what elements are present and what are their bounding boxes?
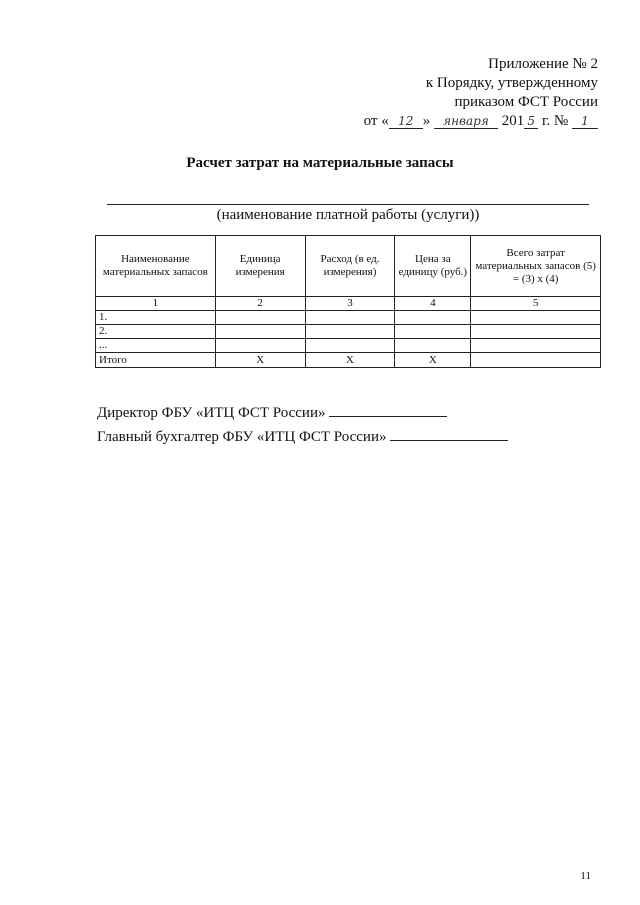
col-number: 2 (215, 297, 305, 311)
col-number: 4 (395, 297, 471, 311)
total-mark: Х (395, 353, 471, 368)
table-cell (215, 311, 305, 325)
header-consumption: Расход (в ед. измерения) (305, 236, 395, 297)
director-signature-line (97, 402, 447, 422)
table-cell (395, 325, 471, 339)
table-row (96, 325, 601, 339)
total-mark: Х (215, 353, 305, 368)
signature-blank (390, 426, 508, 441)
row-label: ... (96, 339, 216, 353)
date-quote-close: » (422, 113, 431, 129)
table-row (96, 311, 601, 325)
table-cell (305, 325, 395, 339)
handwritten-number: 1 (572, 114, 598, 129)
row-label: 1. (96, 311, 216, 325)
annex-line-decree: приказом ФСТ России (454, 94, 598, 110)
column-number-row (96, 297, 601, 311)
signature-blank (329, 402, 447, 417)
annex-header (364, 55, 598, 131)
page-number: 11 (580, 870, 591, 882)
header-total-cost: Всего затрат материальных запасов (5) = (3) х (4) (471, 236, 601, 297)
total-row (96, 353, 601, 368)
handwritten-year-digit: 5 (524, 114, 538, 129)
director-label: Директор ФБУ «ИТЦ ФСТ России» (97, 405, 326, 421)
total-label: Итого (96, 353, 216, 368)
table-cell (215, 339, 305, 353)
work-name-blank-line (107, 204, 589, 205)
table-row (96, 339, 601, 353)
cost-table (95, 235, 601, 368)
table-cell (471, 311, 601, 325)
annex-date-line (364, 112, 598, 131)
header-materials: Наименование материальных запасов (96, 236, 216, 297)
accountant-label: Главный бухгалтер ФБУ «ИТЦ ФСТ России» (97, 429, 387, 445)
col-number: 1 (96, 297, 216, 311)
annex-line-order: к Порядку, утвержденному (425, 75, 598, 91)
table-cell (471, 325, 601, 339)
date-from-label: от « (363, 113, 389, 129)
handwritten-day: 12 (389, 114, 423, 129)
table-cell (305, 311, 395, 325)
table-header-row (96, 236, 601, 297)
col-number: 5 (471, 297, 601, 311)
table-cell (305, 339, 395, 353)
handwritten-month: января (434, 114, 498, 129)
table-cell (471, 339, 601, 353)
document-title: Расчет затрат на материальные запасы (186, 155, 454, 171)
number-label: г. № (541, 113, 569, 129)
total-value-cell (471, 353, 601, 368)
header-price: Цена за единицу (руб.) (395, 236, 471, 297)
table-cell (215, 325, 305, 339)
row-label: 2. (96, 325, 216, 339)
header-unit: Единица измерения (215, 236, 305, 297)
annex-title: Приложение № 2 (488, 56, 598, 72)
table-cell (395, 311, 471, 325)
accountant-signature-line (97, 426, 508, 446)
table-cell (395, 339, 471, 353)
work-name-caption: (наименование платной работы (услуги)) (216, 207, 480, 223)
total-mark: Х (305, 353, 395, 368)
col-number: 3 (305, 297, 395, 311)
year-prefix: 201 (501, 113, 525, 129)
